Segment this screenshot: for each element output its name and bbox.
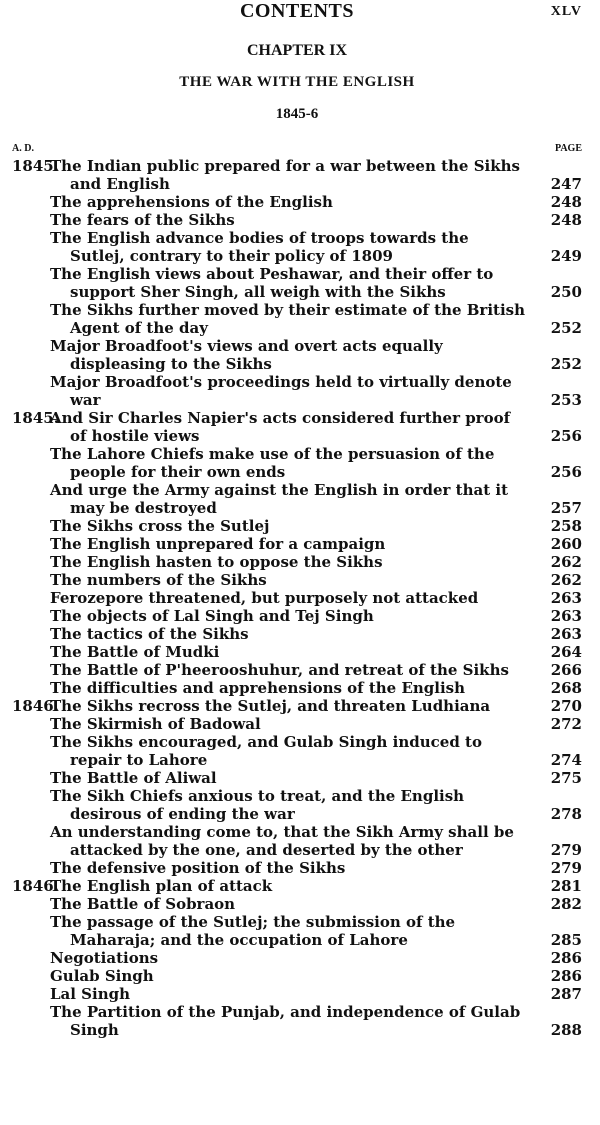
contents-entry (12, 895, 582, 913)
year-column-heading: A. D. (12, 143, 34, 154)
contents-entry (12, 409, 582, 445)
entry-page-number: 253 (550, 391, 582, 409)
entry-text: The English hasten to oppose the Sikhs (50, 553, 383, 571)
entry-page-number: 262 (550, 553, 582, 571)
entry-page-number: 279 (550, 841, 582, 859)
entry-page-number: 250 (550, 283, 582, 301)
chapter-number: CHAPTER IX (246, 42, 347, 59)
entry-page-number: 252 (550, 319, 582, 337)
contents-entry (12, 445, 582, 481)
entry-text: The tactics of the Sikhs (50, 625, 249, 643)
contents-entry (12, 607, 582, 625)
entry-text: Negotiations (50, 949, 159, 967)
entry-page-number: 247 (550, 175, 582, 193)
entry-text: The Battle of Aliwal (50, 769, 217, 787)
chapter-dates: 1845-6 (275, 106, 319, 122)
contents-entry (12, 769, 582, 787)
entry-page-number: 288 (550, 1021, 582, 1039)
entry-page-number: 256 (550, 463, 582, 481)
entry-page-number: 279 (550, 859, 582, 877)
contents-entry (12, 301, 582, 337)
entry-text: The English views about Peshawar, and their offer to support Sher Singh, all weigh with the Sikhs (50, 265, 494, 301)
contents-entry (12, 229, 582, 265)
entry-text: And urge the Army against the English in order that it may be destroyed (50, 481, 509, 517)
entry-text: The Sikhs cross the Sutlej (50, 517, 270, 535)
entry-page-number: 257 (550, 499, 582, 517)
entry-text: Ferozepore threatened, but purposely not attacked (50, 589, 479, 607)
contents-entry (12, 553, 582, 571)
entry-text: The Battle of Mudki (50, 643, 220, 661)
entry-page-number: 274 (550, 751, 582, 769)
entry-year: 1846. (12, 877, 59, 895)
contents-entry (12, 643, 582, 661)
entry-page-number: 270 (550, 697, 582, 715)
entry-text: The Indian public prepared for a war between the Sikhs and English (50, 157, 520, 193)
entry-text: The Partition of the Punjab, and independence of Gulab Singh (50, 1003, 521, 1039)
entry-page-number: 248 (550, 193, 582, 211)
entry-text: The numbers of the Sikhs (50, 571, 267, 589)
entry-page-number: 287 (550, 985, 582, 1003)
entry-page-number: 278 (550, 805, 582, 823)
entry-text: The Lahore Chiefs make use of the persuasion of the people for their own ends (50, 445, 495, 481)
entry-text: Lal Singh (50, 985, 131, 1003)
entry-text: The Battle of Sobraon (50, 895, 236, 913)
contents-entry (12, 949, 582, 967)
contents-entry (12, 661, 582, 679)
entry-text: The Sikh Chiefs anxious to treat, and the English desirous of ending the war (50, 787, 465, 823)
entry-text: The English unprepared for a campaign (50, 535, 386, 553)
page-folio: XLV (550, 4, 582, 19)
entry-text: The apprehensions of the English (50, 193, 333, 211)
entry-year: 1846. (12, 697, 59, 715)
entry-page-number: 286 (550, 967, 582, 985)
entry-text: The Sikhs encouraged, and Gulab Singh induced to repair to Lahore (50, 733, 482, 769)
contents-entry (12, 517, 582, 535)
entry-page-number: 264 (550, 643, 582, 661)
contents-entry (12, 337, 582, 373)
entry-year: 1845. (12, 157, 59, 175)
entry-text: The passage of the Sutlej; the submission of the Maharaja; and the occupation of Lahore (50, 913, 456, 949)
contents-entry (12, 877, 582, 895)
contents-entry (12, 715, 582, 733)
entry-text: The English plan of attack (50, 877, 273, 895)
entry-text: Major Broadfoot's views and overt acts equally displeasing to the Sikhs (50, 337, 443, 373)
entry-text: Gulab Singh (50, 967, 154, 985)
entry-page-number: 282 (550, 895, 582, 913)
entry-text: And Sir Charles Napier's acts considered further proof of hostile views (50, 409, 511, 445)
page-column-heading: PAGE (554, 143, 582, 154)
entry-text: The objects of Lal Singh and Tej Singh (50, 607, 374, 625)
contents-entry (12, 787, 582, 823)
entry-text: The English advance bodies of troops towards the Sutlej, contrary to their policy of 1809 (50, 229, 469, 265)
contents-entry (12, 913, 582, 949)
running-head (12, 0, 582, 26)
contents-entry (12, 859, 582, 877)
entry-page-number: 258 (550, 517, 582, 535)
entry-year: 1845. (12, 409, 59, 427)
contents-entry (12, 157, 582, 193)
entry-text: The defensive position of the Sikhs (50, 859, 346, 877)
entry-text: The fears of the Sikhs (50, 211, 235, 229)
contents-entry (12, 733, 582, 769)
entry-text: The difficulties and apprehensions of the English (50, 679, 466, 697)
entry-page-number: 263 (550, 589, 582, 607)
entry-page-number: 286 (550, 949, 582, 967)
entry-page-number: 285 (550, 931, 582, 949)
entry-text: The Sikhs further moved by their estimate of the British Agent of the day (50, 301, 526, 337)
entry-page-number: 263 (550, 625, 582, 643)
entry-page-number: 248 (550, 211, 582, 229)
entry-page-number: 256 (550, 427, 582, 445)
entry-page-number: 260 (550, 535, 582, 553)
entry-text: The Sikhs recross the Sutlej, and threaten Ludhiana (50, 697, 491, 715)
entry-page-number: 249 (550, 247, 582, 265)
entry-page-number: 263 (550, 607, 582, 625)
entry-text: An understanding come to, that the Sikh Army shall be attacked by the one, and deserted by the other (50, 823, 514, 859)
contents-entry (12, 265, 582, 301)
contents-entry (12, 211, 582, 229)
contents-entry (12, 193, 582, 211)
entry-page-number: 275 (550, 769, 582, 787)
contents-entry (12, 625, 582, 643)
contents-entry (12, 823, 582, 859)
entry-page-number: 268 (550, 679, 582, 697)
entry-page-number: 252 (550, 355, 582, 373)
entry-page-number: 262 (550, 571, 582, 589)
contents-entry (12, 535, 582, 553)
entry-page-number: 281 (550, 877, 582, 895)
contents-entry (12, 679, 582, 697)
contents-list (12, 157, 582, 1039)
entry-page-number: 272 (550, 715, 582, 733)
contents-entry (12, 589, 582, 607)
contents-entry (12, 481, 582, 517)
contents-entry (12, 373, 582, 409)
chapter-title: THE WAR WITH THE ENGLISH (179, 74, 415, 90)
entry-text: The Skirmish of Badowal (50, 715, 261, 733)
contents-entry (12, 697, 582, 715)
running-title: CONTENTS (239, 0, 355, 22)
contents-entry (12, 1003, 582, 1039)
column-headings (12, 143, 582, 157)
contents-entry (12, 571, 582, 589)
entry-text: Major Broadfoot's proceedings held to virtually denote war (50, 373, 512, 409)
entry-text: The Battle of P'heerooshuhur, and retreat of the Sikhs (50, 661, 509, 679)
contents-entry (12, 985, 582, 1003)
contents-entry (12, 967, 582, 985)
entry-page-number: 266 (550, 661, 582, 679)
